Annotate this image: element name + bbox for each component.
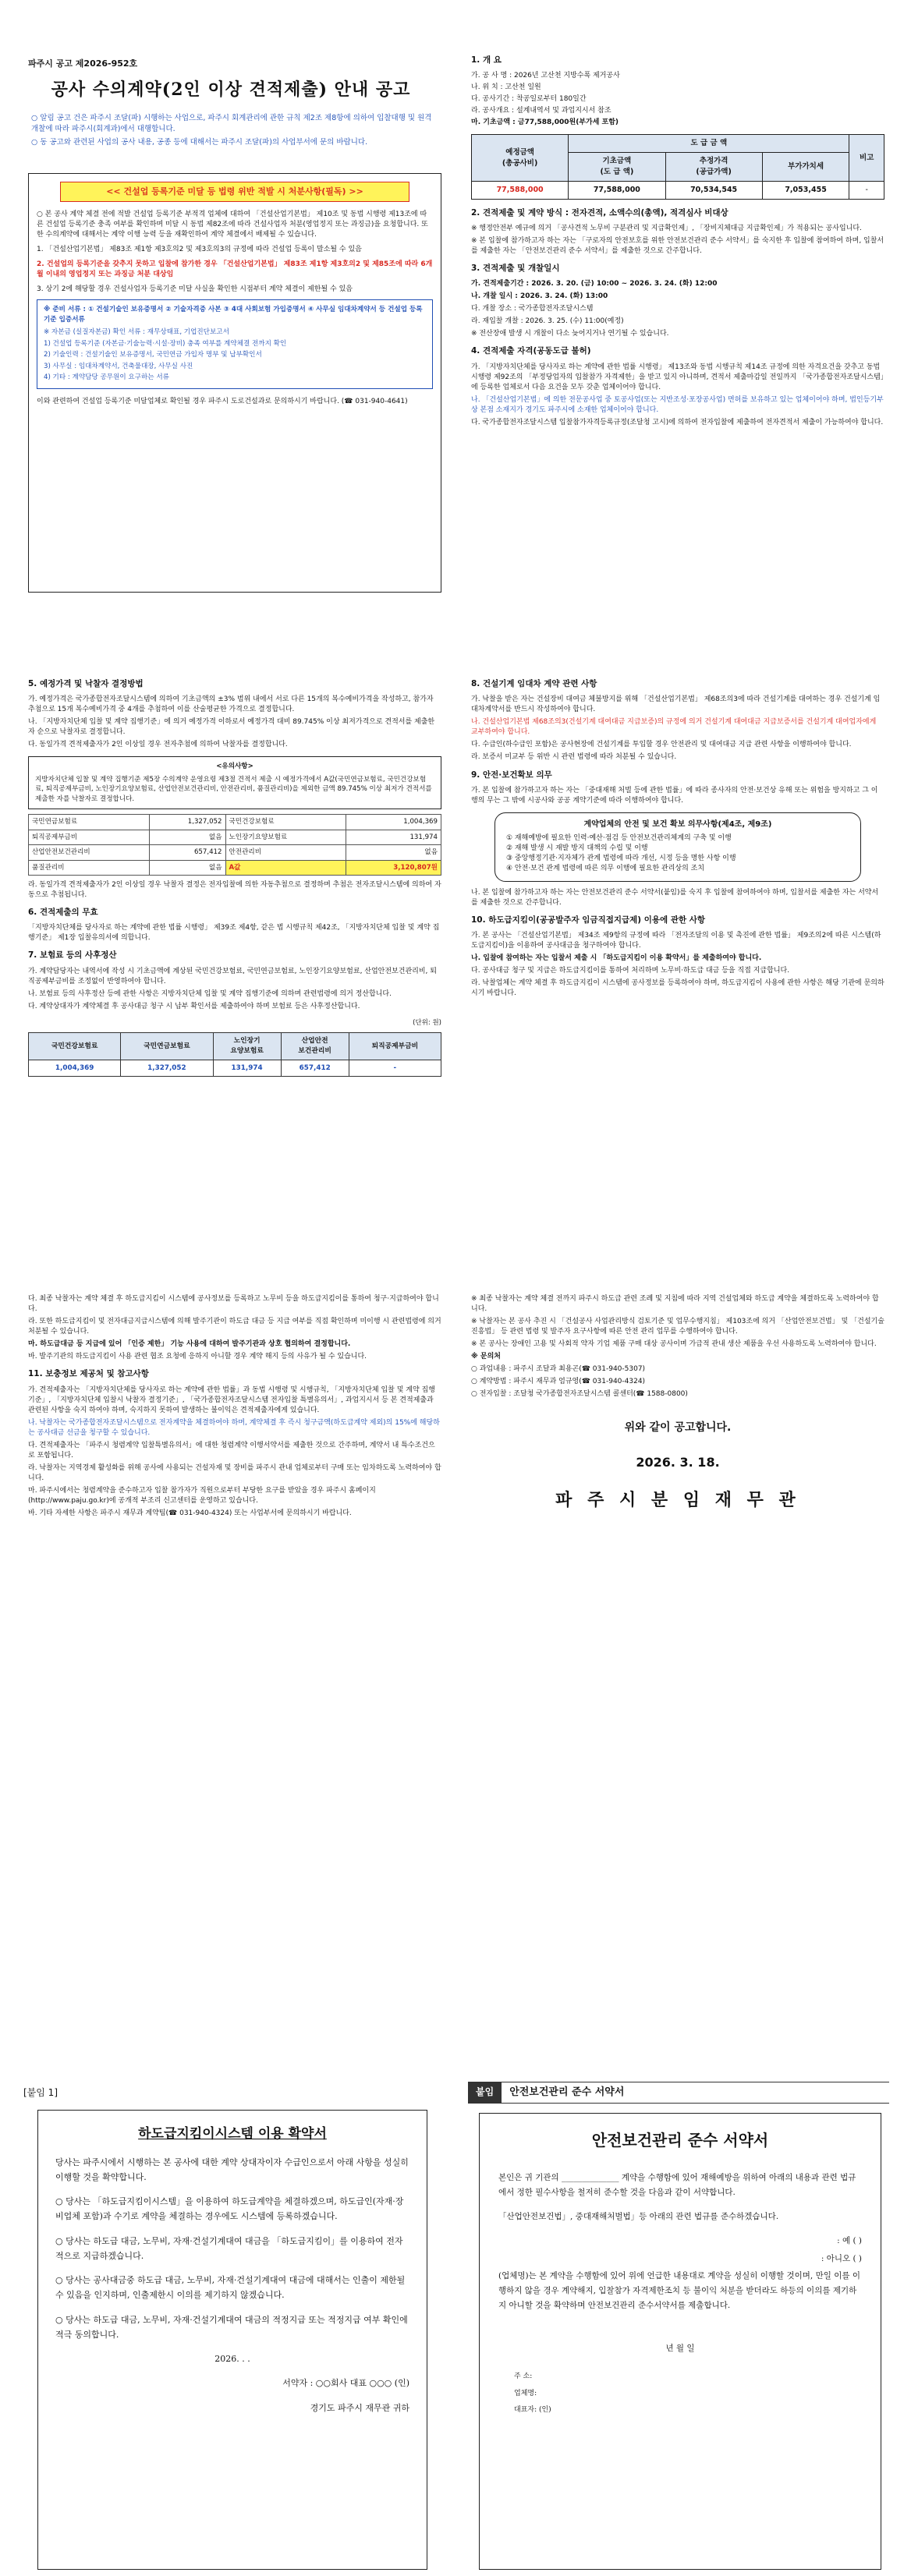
notice-page-3 <box>0 1286 911 2066</box>
table-cell: 70,534,545 <box>665 181 762 199</box>
schedule-row: 라. 재입찰 개찰 : 2026. 3. 25. (수) 11:00(예정) <box>471 317 624 326</box>
form-date: 년 월 일 <box>665 2344 695 2354</box>
list-item: ① 재해예방에 필요한 인력·예산·점검 등 안전보건관리체계의 구축 및 이행 <box>506 834 732 843</box>
right-column-p1 <box>471 55 884 663</box>
overview-rows <box>471 71 884 128</box>
paragraph: ※ 낙찰자는 본 공사 추진 시 「건설공사 사업관리방식 검토기준 및 업무수행지침」 제103조에 의거 「산업안전보건법」 및 「건설기술 진흥법」 등 관련 법령 및 발주자 요구사항에 따른 안전 관리 업무를 수행하여야 합니다. <box>471 1318 884 1336</box>
attachment-label-bar <box>468 2082 889 2104</box>
form-paragraph: ○ 당사는 공사대금중 하도급 대금, 노무비, 자재·건설기계대여 대금에 대해서는 인출이 제한될 수 있음을 인지하며, 인출제한시 이의를 제기하지 않겠습니다. <box>55 2275 406 2301</box>
table-header: 예정금액 (총공사비) <box>472 135 569 181</box>
notice-box <box>28 756 441 809</box>
list-item: ④ 안전·보건 관계 법령에 따른 의무 이행에 필요한 관리상의 조치 <box>506 865 705 873</box>
schedule-row: 가. 견적제출기간 : 2026. 3. 20. (금) 10:00 ~ 2026. 3. 24. (화) 12:00 <box>471 280 718 288</box>
list-item: ③ 중앙행정기관·지자체가 관계 법령에 따라 개선, 시정 등을 명한 사항 이행 <box>506 855 736 863</box>
safety-list <box>506 833 849 874</box>
required-documents-box <box>37 299 433 389</box>
schedule-rows <box>471 279 884 339</box>
table-cell: 7,053,455 <box>762 181 849 199</box>
section-body <box>28 967 441 1012</box>
form-date: 2026. . . <box>214 2354 250 2365</box>
table-cell: 1,004,369 <box>346 815 441 830</box>
notice-box-title: <유의사항> <box>216 763 253 771</box>
issuer-name: 파 주 시 분 임 재 무 관 <box>555 1489 800 1510</box>
paragraph: 마. 파주시에서는 청렴계약을 준수하고자 입찰 참가자가 직원으로부터 부당한 요구를 받았을 경우 파주시 홈페이지(http://www.paju.go.kr)에 공개적 부조리 신고센터를 운영하고 있습니다. <box>28 1486 376 1505</box>
price-table <box>471 134 884 199</box>
paragraph: 가. 계약담당자는 내역서에 작성 시 기초금액에 계상된 국민건강보험료, 국민연금보험료, 노인장기요양보험료, 산업안전보건관리비, 퇴직공제부금비를 조정없이 반영하여야 합니다. <box>28 967 437 985</box>
table-cell: 산업안전보건관리비 <box>29 845 150 860</box>
intro-notes <box>31 113 437 150</box>
paragraph: 다. 계약상대자가 계약체결 후 공사대금 청구 시 납부 확인서를 제출하여야 하며 보험료 등은 사후정산합니다. <box>28 1002 360 1010</box>
section-body <box>28 1385 441 1520</box>
paragraph: 마. 하도급대금 등 지급에 있어 「인증 제한」 기능 사용에 대하여 발주기관과 상호 협의하여 결정합니다. <box>28 1340 351 1349</box>
section-heading: 7. 보험료 등의 사후정산 <box>28 950 117 961</box>
table-cell: 없음 <box>346 845 441 860</box>
intro-note: ○ 알림 공고 건은 파주시 조달(파) 시행하는 사업으로, 파주시 회계관리에 관한 규칙 제2조 제8항에 의하여 입찰대행 및 원격개찰에 따라 파주시(회계과)에서 대행합니다. <box>31 114 432 133</box>
contact-line: ○ 전자입찰 : 조달청 국가종합전자조달시스템 콜센터(☎ 1588-0800) <box>471 1390 688 1399</box>
paragraph: 라. 낙찰자는 지역경제 활성화를 위해 공사에 사용되는 건설자재 및 장비를 파주시 관내 업체로부터 구매 또는 임차하도록 노력하여야 합니다. <box>28 1463 441 1482</box>
form-paragraph: 본인은 귀 기관의 ______________ 계약을 수행함에 있어 재해예방을 위하여 아래의 내용과 관련 법규에서 정한 필수사항을 철저히 준수할 것을 다음과 같이 서약합니다. <box>498 2173 856 2197</box>
left-column-p2 <box>28 678 441 1279</box>
paragraph: 가. 예정가격은 국가종합전자조달시스템에 의하여 기초금액의 ±3% 범위 내에서 서로 다른 15개의 복수예비가격을 작성하고, 참가자 추첨으로 15개 복수예비가격 중 4개를 추첨하여 이를 산술평균한 가격으로 결정합니다. <box>28 695 434 714</box>
attachment-label: [붙임 1] <box>23 2087 58 2098</box>
section-body <box>471 695 884 763</box>
company-field[interactable]: 업체명: <box>514 2389 537 2397</box>
overview-row: 나. 위 치 : 고산천 일원 <box>471 83 541 92</box>
paragraph: 다. 국가종합전자조달시스템 입찰참가자격등록규정(조달청 고시)에 의하여 전자입찰에 제출하여 전자견적서 제출이 가능하여야 합니다. <box>471 418 884 426</box>
contact-line: ○ 계약방법 : 파주시 재무과 엄규영(☎ 031-940-4324) <box>471 1378 646 1386</box>
table-cell: - <box>849 181 884 199</box>
overview-row: 라. 공사개요 : 설계내역서 및 과업지시서 참조 <box>471 107 611 115</box>
table-header: 부가가치세 <box>762 153 849 182</box>
yes-checkbox-line[interactable]: : 예 ( ) <box>837 2235 862 2245</box>
paragraph: 라. 동일가격 견적제출자가 2인 이상일 경우 낙찰자 결정은 전자입찰에 의한 자동추첨으로 결정하며 추첨은 전자조달시스템에 의하여 자동으로 추첨됩니다. <box>28 881 441 900</box>
paragraph: 다. 공사대금 청구 및 지급은 하도급지킴이를 통하여 처리하며 노무비·하도급 대금 등을 직접 지급합니다. <box>471 966 790 975</box>
list-item: 3) 사무실 : 임대차계약서, 건축물대장, 사무실 사진 <box>44 362 193 370</box>
section-body <box>471 931 884 999</box>
safety-box-title: 계약업체의 안전 및 보건 확보 의무사항(제4조, 제9조) <box>583 819 772 829</box>
form-paragraph: ○ 당사는 하도급 대금, 노무비, 자재·건설기계대여 대금을 「하도급지킴이」를 이용하여 전자적으로 지급하겠습니다. <box>55 2235 403 2261</box>
warning-paragraph: 1. 「건설산업기본법」 제83조 제1항 제3호의2 및 제3호의3의 규정에 따라 건설업 등록이 말소될 수 있음 <box>37 246 362 254</box>
overview-row: 가. 공 사 명 : 2026년 고산천 지방수폭 제거공사 <box>471 72 620 80</box>
section-heading: 2. 견적제출 및 계약 방식 : 전자견적, 소액수의(총액), 적격심사 비대상 <box>471 207 728 218</box>
signature-fields <box>514 2369 862 2419</box>
list-item: 2) 기술인력 : 건설기술인 보유증명서, 국민연금 가입자 명부 및 납부확인서 <box>44 351 262 359</box>
form-paragraph: 당사는 파주시에서 시행하는 본 공사에 대한 계약 상대자이자 수급인으로서 아래 사항을 성실히 이행할 것을 확약합니다. <box>55 2157 409 2182</box>
warning-box <box>28 173 441 593</box>
table-header: 산업안전 보건관리비 <box>281 1033 349 1060</box>
table-cell: 3,120,807원 <box>346 860 441 875</box>
table-cell: 품질관리비 <box>29 860 150 875</box>
notice-page-1 <box>0 0 911 671</box>
table-cell: 77,588,000 <box>569 181 665 199</box>
overview-row: 마. 기초금액 : 금77,588,000원(부가세 포함) <box>471 119 619 127</box>
paragraph: 라. 보증서 미교부 등 위반 시 관련 법령에 따라 처분될 수 있습니다. <box>471 753 677 762</box>
paragraph: 가. 「지방자치단체를 당사자로 하는 계약에 관한 법률 시행령」 제13조와 동법 시행규칙 제14조 규정에 의한 자격요건을 갖추고 동법 시행령 제92조의 「부정당업자의 입찰참가 자격제한」을 받고 있지 아니하며, 견적서 제출마감일 전일까지 「국가종합전자조달시스템」에 등록한 업체로서 다음 요건을 모두 갖춘 업체이어야 합니다. <box>471 363 884 391</box>
paragraph: ※ 본 입찰에 참가하고자 하는 자는 「구로자의 안전보호를 위한 안전보건관리 준수 서약서」를 숙지한 후 입찰에 참여하여 하며, 입찰서를 제출한 자는 「안전보건관리 준수 서약서」를 제출한 것으로 간주합니다. <box>471 236 884 255</box>
table-cell: - <box>349 1060 441 1077</box>
table-cell: A값 <box>225 860 346 875</box>
table-header: 기초금액 (도 급 액) <box>569 153 665 182</box>
table-header: 국민건강보험료 <box>29 1033 121 1060</box>
representative-field[interactable]: 대표자: (인) <box>514 2406 551 2415</box>
paragraph: 가. 본 입찰에 참가하고자 하는 자는 「중대재해 처벌 등에 관한 법률」에 따라 종사자의 안전·보건상 유해 또는 위험을 방지하고 그 이행의 무는 그 밖에 시공사와 공공 계약기준에 따라 이행하여야 합니다. <box>471 786 878 805</box>
table-cell: 노인장기요양보험료 <box>225 830 346 844</box>
section-heading: 6. 견적제출의 무효 <box>28 908 98 918</box>
insurance-table <box>28 1032 441 1077</box>
form-paragraph: 「산업안전보건법」, 중대재해처벌법」등 아래의 관련 법규를 준수하겠습니다. <box>498 2211 779 2221</box>
warning-paragraph: ○ 본 공사 계약 체결 전에 적발 건설업 등록기준 부적격 업체에 대하여 「건설산업기본법」 제10조 및 동법 시행령 제13조에 따른 건설업 등록기준 충족 여부를 확인하며 미달 시 동법 제82조에 따라 건설사업자 처분(영업정지 또는 과징금)을 요청합니다. 또한 수의계약에 대해서는 계약 이행 능력 등을 재확인하여 계약 체결에서 배제될 수 있습니다. <box>37 210 428 239</box>
paragraph: 라. 낙찰업체는 계약 체결 후 하도급지킴이 시스템에 공사정보를 등록하여야 하며, 하도급지킴이 사용에 관한 사항은 해당 기관에 문의하시기 바랍니다. <box>471 979 884 998</box>
table-cell: 국민건강보험료 <box>225 815 346 830</box>
paragraph: 다. 최종 낙찰자는 계약 체결 후 하도급지킴이 시스템에 공사정보를 등록하고 노무비 등을 하도급지킴이를 통하여 청구·지급하여야 합니다. <box>28 1295 439 1314</box>
form-paragraph: ○ 당사는 하도급 대금, 노무비, 자재·건설기계대여 대금의 적정지급 또는 적정지급 여부 확인에 적극 동의합니다. <box>55 2314 408 2340</box>
form-title: 하도급지킴이시스템 이용 확약서 <box>138 2126 327 2142</box>
table-cell: 1,004,369 <box>29 1060 121 1077</box>
table-cell: 657,412 <box>149 845 225 860</box>
address-field[interactable]: 주 소: <box>514 2373 533 2381</box>
intro-note: ○ 동 공고와 관련된 사업의 공사 내용, 공종 등에 대해서는 파주시 조달(파)의 사업부서에 문의 바랍니다. <box>31 137 368 147</box>
right-column-p3 <box>471 1294 884 2058</box>
table-cell: 1,327,052 <box>149 815 225 830</box>
section-heading: 10. 하도급지킴이(공공발주자 임금직접지급제) 이용에 관한 사항 <box>471 915 706 925</box>
paragraph: ※ 문의처 <box>471 1353 501 1361</box>
form-paragraph: (업체명)는 본 계약을 수행함에 있어 위에 언급한 내용대로 계약을 성실히 이행할 것이며, 만일 이를 이행하지 않을 경우 계약해지, 입찰참가 자격제한조치 등 불이익 처분을 받더라도 하등의 이의를 제기하지 아니할 것을 확약하며 안전보건관리 준수서약서를 제출합니다. <box>498 2271 860 2311</box>
schedule-row: ※ 전산장애 발생 시 개찰이 다소 늦어지거나 연기될 수 있습니다. <box>471 330 669 338</box>
warning-paragraph: 3. 상기 2에 해당할 경우 건설사업자 등록기준 미달 사실을 확인한 시점부터 계약 체결이 제한될 수 있음 <box>37 285 353 294</box>
no-checkbox-line[interactable]: : 아니오 ( ) <box>821 2253 862 2263</box>
warning-footer: 이와 관련하여 건설업 등록기준 미달업체로 확인될 경우 파주시 도로건설과로 문의하시기 바랍니다. (☎ 031-940-4641) <box>37 398 408 406</box>
warning-title: << 건설업 등록기준 미달 등 법령 위반 적발 시 처분사항(필독) >> <box>60 182 409 202</box>
paragraph: 다. 견적제출자는 「파주시 청렴계약 입찰특별유의서」에 대한 청렴계약 이행서약서를 제출한 것으로 간주하며, 계약서 내 특수조건으로 포함됩니다. <box>28 1441 435 1460</box>
paragraph: 바. 발주기관의 하도급지킴이 사용 관련 협조 요청에 응하지 아니할 경우 계약 해지 등의 사유가 될 수 있습니다. <box>28 1353 367 1361</box>
section-body <box>471 786 884 806</box>
section-heading: 11. 보충정보 제공처 및 참고사항 <box>28 1369 149 1379</box>
closing-statement: 위와 같이 공고합니다. <box>624 1421 732 1435</box>
paragraph: 나. 본 입찰에 참가하고자 하는 자는 안전보건관리 준수 서약서(붙임)를 숙지 후 입찰에 참여하여야 하며, 입찰서를 제출한 자는 서약서를 제출한 것으로 간주합니다. <box>471 888 879 907</box>
paragraph: 나. 보험료 등의 사후정산 등에 관한 사항은 지방자치단체 입찰 및 계약 집행기준에 의하며 관련법령에 의거 정산합니다. <box>28 989 392 998</box>
paragraph: 나. 입찰에 참여하는 자는 입찰서 제출 시 「하도급지킴이 이용 확약서」를 제출하여야 합니다. <box>471 954 762 962</box>
section-heading: 1. 개 요 <box>471 55 502 65</box>
form-title: 안전보건관리 준수 서약서 <box>591 2131 769 2150</box>
table-cell: 1,327,052 <box>121 1060 213 1077</box>
paragraph: 바. 기타 자세한 사항은 파주시 재무과 계약팀(☎ 031-940-4324) 또는 사업부서에 문의하시기 바랍니다. <box>28 1509 352 1518</box>
attachment-tag: 붙임 <box>468 2082 502 2102</box>
table-header: 노인장기 요양보험료 <box>213 1033 281 1060</box>
section-body <box>28 1294 441 1362</box>
paragraph: 가. 낙찰을 받은 자는 건설장비 대여금 체불방지를 위해 「건설산업기본법」 제68조의3에 따라 건설기계를 대여하는 경우 건설기계 임대차계약서를 반드시 작성하여야 합니다. <box>471 695 881 714</box>
section-body <box>471 224 884 257</box>
list-item: 4) 기타 : 계약담당 공무원이 요구하는 서류 <box>44 373 169 381</box>
paragraph: ※ 최종 낙찰자는 계약 체결 전까지 파주시 하도급 관련 조례 및 지침에 따라 지역 건설업체와 하도급 계약을 체결하도록 노력하여야 합니다. <box>471 1295 879 1314</box>
paragraph: 가. 본 공사는 「건설산업기본법」 제34조 제9항의 규정에 따라 「전자조달의 이용 및 촉진에 관한 법률」 제9조의2에 따른 시스템(하도급지킴이)을 이용하여 공사대금을 청구하여야 합니다. <box>471 931 881 950</box>
schedule-row: 나. 개찰 일시 : 2026. 3. 24. (화) 13:00 <box>471 292 608 301</box>
safety-obligation-box <box>494 812 861 882</box>
section-body <box>471 363 884 428</box>
subcontract-pledge-form <box>37 2110 427 2570</box>
table-cell: 안전관리비 <box>225 845 346 860</box>
section-heading: 4. 견적제출 자격(공동도급 불허) <box>471 346 591 356</box>
list-item: ※ 자본금 (실질자본금) 확인 서류 : 재무상태표, 기업진단보고서 <box>44 328 229 337</box>
notice-page-2 <box>0 671 911 1286</box>
a-value-table <box>28 814 441 876</box>
safety-pledge-form <box>479 2113 881 2570</box>
form-recipient: 경기도 파주시 재무관 귀하 <box>310 2402 409 2413</box>
section-heading: 8. 건설기계 임대차 계약 관련 사항 <box>471 679 597 688</box>
table-cell: 77,588,000 <box>472 181 569 199</box>
table-cell: 없음 <box>149 830 225 844</box>
paragraph: 다. 수급인(하수급인 포함)은 공사현장에 건설기계를 투입할 경우 안전관리 및 대여대금 지급 관련 사항을 이행하여야 합니다. <box>471 741 852 749</box>
table-header: 도 급 금 액 <box>569 135 849 153</box>
form-signer: 서약자 : ○○회사 대표 ○○○ (인) <box>282 2378 409 2389</box>
notice-title: 공사 수의계약(2인 이상 견적제출) 안내 공고 <box>51 80 411 100</box>
schedule-row: 다. 개찰 장소 : 국가종합전자조달시스템 <box>471 305 594 313</box>
overview-row: 다. 공사기간 : 착공일로부터 180일간 <box>471 95 587 104</box>
attachment-label-title: 안전보건관리 준수 서약서 <box>509 2086 625 2098</box>
warning-paragraph: 2. 건설업의 등록기준을 갖추지 못하고 입찰에 참가한 경우 「건설산업기본법」 제83조 제1항 제3호의2 및 제85조에 따라 6개월 이내의 영업정지 또는 과징금 처분 대상임 <box>37 260 433 279</box>
attachments-page <box>0 2066 911 2576</box>
paragraph: 나. 「지방자치단체 입찰 및 계약 집행기준」에 의거 예정가격 이하로서 예정가격 대비 89.745% 이상 최저가격으로 견적서를 제출한 자 순으로 낙찰자로 결정합니다. <box>28 718 435 737</box>
paragraph: 나. 낙찰자는 국가종합전자조달시스템으로 전자계약을 체결하여야 하며, 계약체결 후 즉시 청구금액(하도급계약 제외)의 15%에 해당하는 공사대금 선금을 청구할 수 있습니다. <box>28 1418 440 1437</box>
table-header: 국민연금보험료 <box>121 1033 213 1060</box>
table-header: 추정가격 (공급가액) <box>665 153 762 182</box>
table-cell: 657,412 <box>281 1060 349 1077</box>
table-cell: 국민연금보험료 <box>29 815 150 830</box>
paragraph: 나. 건설산업기본법 제68조의3(건설기계 대여대금 지급보증)의 규정에 의거 건설기계 대여대금 지급보증서를 건설기계 대여업자에게 교부하여야 합니다. <box>471 718 877 737</box>
paragraph: 라. 또한 하도급지킴이 및 전자대금지급시스템에 의해 발주기관이 하도급 대금 등 지급 여부를 직접 확인하며 미이행 시 관련법령에 의거 처분될 수 있습니다. <box>28 1318 441 1336</box>
right-column-p2 <box>471 678 884 1279</box>
required-documents-list <box>44 327 426 382</box>
form-paragraph: ○ 당사는 「하도급지킴이시스템」을 이용하여 하도급계약을 체결하겠으며, 하도급인(자재·장비업체 포함)과 수기로 계약을 체결하는 경우에도 시스템에 등록하겠습니다. <box>55 2196 404 2222</box>
paragraph: 나. 「건설산업기본법」에 의한 전문공사업 중 토공사업(또는 지반조성·포장공사업) 면허를 보유하고 있는 업체이어야 하며, 법인등기부 상 본점 소재지가 경기도 파주시에 소재한 업체이어야 합니다. <box>471 395 884 414</box>
table-cell: 131,974 <box>346 830 441 844</box>
section-heading: 3. 견적제출 및 개찰일시 <box>471 263 560 273</box>
closing-block <box>471 1420 884 1513</box>
paragraph: 가. 견적제출자는 「지방자치단체를 당사자로 하는 계약에 관한 법률」과 동법 시행령 및 시행규칙, 「지방자치단체 입찰 및 계약 집행기준」, 「지방자치단체 입찰시 낙찰자 결정기준」, 「국가종합전자조달시스템 전자입찰 특별유의서」, 과업지시서 등 본 견적제출과 관련된 사항을 숙지 하여야 하며, 숙지하지 못하여 발생하는 불이익은 견적제출자에게 있습니다. <box>28 1385 435 1414</box>
table-cell: 퇴직공제부금비 <box>29 830 150 844</box>
table-cell: 131,974 <box>213 1060 281 1077</box>
table-cell: 없음 <box>149 860 225 875</box>
list-item: 1) 건설업 등록기준 (자본금·기술능력·시설·장비) 충족 여부를 계약체결 전까지 확인 <box>44 339 287 348</box>
table-header: 퇴직공제부금비 <box>349 1033 441 1060</box>
section-heading: 9. 안전·보건확보 의무 <box>471 770 552 780</box>
contact-line: ○ 과업내용 : 파주시 조달과 최용곤(☎ 031-940-5307) <box>471 1365 646 1374</box>
table-unit: (단위: 원) <box>413 1018 441 1027</box>
paragraph: ※ 본 공사는 장애인 고용 및 사회적 약자 기업 제품 구매 대상 공사이며 가급적 관내 생산 제품을 우선 사용하도록 노력하여야 합니다. <box>471 1340 877 1349</box>
left-column-p3 <box>28 1294 441 2058</box>
paragraph: 「지방자치단체를 당사자로 하는 계약에 관한 법률 시행령」 제39조 제4항, 같은 법 시행규칙 제42조, 「지방자치단체 입찰 및 계약 집행기준」 제1장 입찰유의서에 의합니다. <box>28 924 440 943</box>
paragraph: 다. 동일가격 견적제출자가 2인 이상일 경우 전자추첨에 의하여 낙찰자를 결정합니다. <box>28 741 288 749</box>
notice-box-text: 지방자치단체 입찰 및 계약 집행기준 제5장 수의계약 운영요령 제3절 견적서 제출 시 예정가격에서 A값(국민연금보험료, 국민건강보험료, 퇴직공제부금비, 노인장기요양보험료, 산업안전보건관리비, 안전관리비, 품질관리비)을 제외한 금액 89.745% 이상 최저가 견적서를 제출한 자를 낙찰자로 결정합니다. <box>35 775 432 803</box>
document-number: 파주시 공고 제2026-952호 <box>28 58 138 69</box>
required-documents-title: ※ 준비 서류 : ① 건설기술인 보유증명서 ② 기술자격증 사본 ③ 4대 사회보험 가입증명서 ④ 사무실 임대차계약서 등 건설업 등록기준 입증서류 <box>44 306 423 324</box>
table-header: 비고 <box>849 135 884 181</box>
section-body <box>471 1294 884 1399</box>
section-heading: 5. 예정가격 및 낙찰자 결정방법 <box>28 679 144 688</box>
list-item: ② 재해 발생 시 재발 방지 대책의 수립 및 이행 <box>506 844 648 853</box>
paragraph: ※ 행정안전부 예규에 의거 「공사견적 노무비 구분관리 및 지급확인제」, 「장비지체대금 지급확인제」가 적용되는 공사입니다. <box>471 224 862 232</box>
closing-date: 2026. 3. 18. <box>636 1454 720 1470</box>
section-body <box>28 695 441 750</box>
